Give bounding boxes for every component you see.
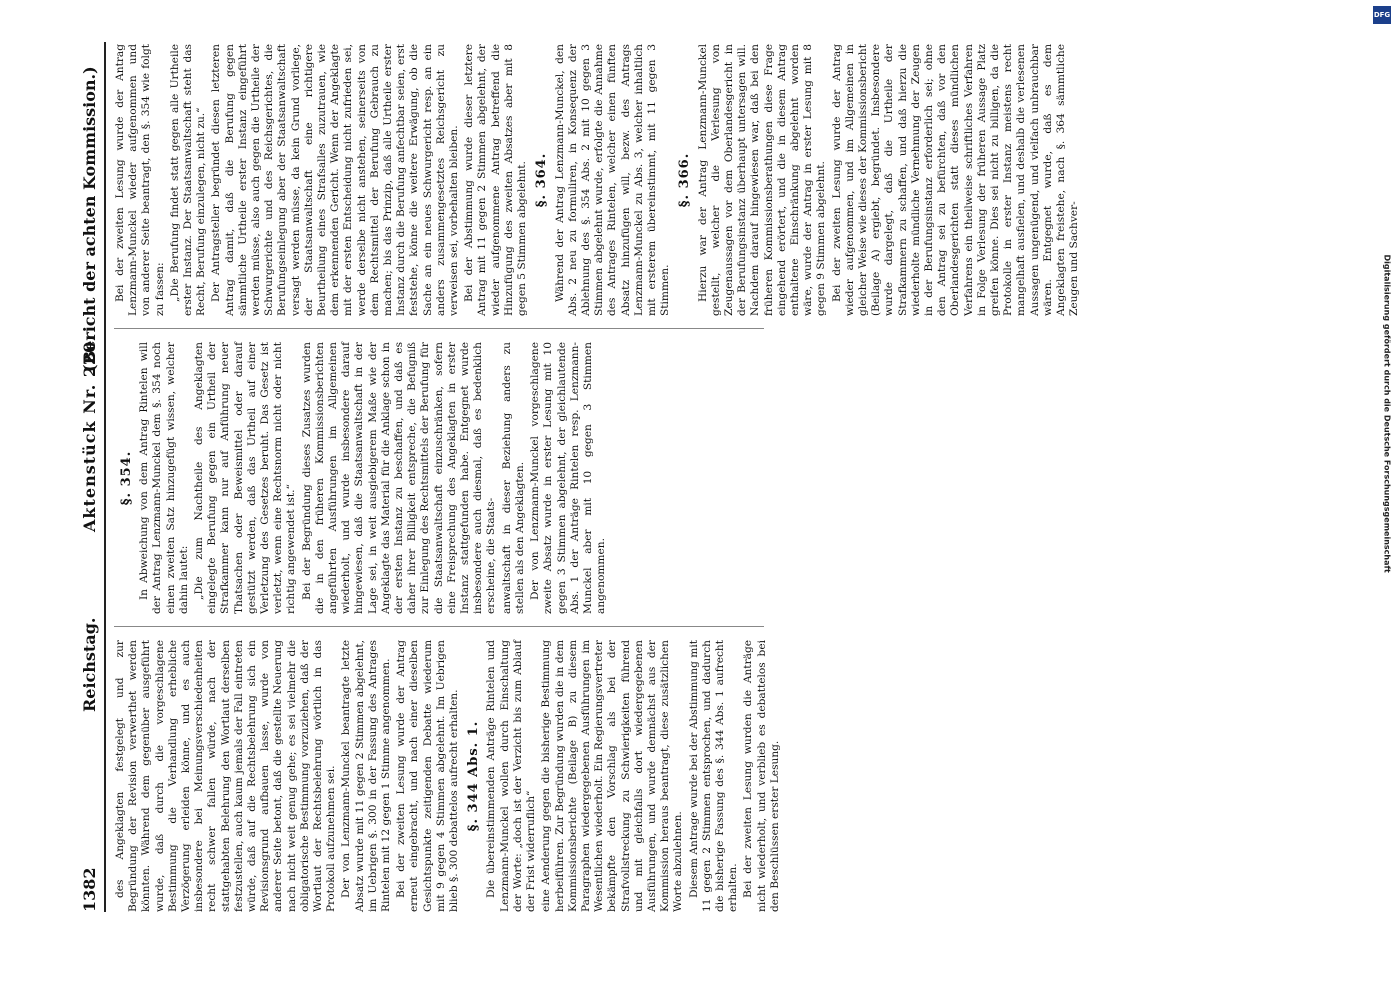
paragraph: Bei der zweiten Lesung wurde der Antrag wieder aufgenommen, und im Allgemeinen in gleicher Weise wie dieses der Kommissionsbericht (Beilage A) ergiebt, begründet. Insbesondere wurde dargelegt, daß die Urtheile der Strafkammern zu schaffen, und daß hierzu die wiederholte mündliche Vernehmung der Zeugen in der Berufungsinstanz erforderlich sei; ohne den Antrag sei zu befürchten, daß vor den Oberlandesgerichten statt dieses mündlichen Verfahrens ein theilweise schriftliches Verfahren in Folge Verlesung der früheren Aussage Platz greifen könne. Dies sei nicht zu billigen, da die Protokolle in erster Instanz meistens recht mangelhaft ausfielen, und deshalb die verlesenen Aussagen ungenügend, und vielfach unbrauchbar wären. Entgegnet wurde, daß es dem Angeklagten freistehe, nach §. 364 sämmtliche Zeugen und Sachver- [830, 44, 1081, 316]
header-left-title: Reichstag. [80, 617, 99, 712]
column-divider [114, 328, 764, 329]
paragraph: Der von Lenzmann-Munckel vorgeschlagene zweite Absatz wurde in erster Lesung mit 10 gegen 3 Stimmen abgelehnt, der gleichlautende Abs. 1 der Anträge Rintelen resp. Lenzmann-Munckel aber mit 10 gegen 3 Stimmen angenommen. [529, 342, 608, 614]
paragraph: anwaltschaft in dieser Beziehung anders zu stellen als den Angeklagten. [500, 342, 526, 614]
paragraph: Der von Lenzmann-Munckel beantragte letzte Absatz wurde mit 11 gegen 2 Stimmen abgelehnt, im Uebrigen §. 300 in der Fassung des Antrages Rintelen mit 12 gegen 1 Stimme angenommen. [340, 640, 393, 912]
column-divider [114, 626, 764, 627]
paragraph: Bei der zweiten Lesung wurde der Antrag erneut eingebracht, und nach einer dieselben Gesichtspunkte zeitigenden Debatte wiederum mit 9 gegen 4 Stimmen abgelehnt. Im Uebrigen blieb §. 300 debattelos aufrecht erhalten. [395, 640, 461, 912]
paragraph: des Angeklagten festgelegt und zur Begründung der Revision verwerthet werden könnten. Während dem gegenüber ausgeführt wurde, daß durch die vorgeschlagene Bestimmung die Verhandlung erhebliche Verzögerung erleiden könne, und es auch insbesondere bei Meinungsverschiedenheiten recht schwer fallen würde, nach der stattgehabten Belehrung den Wortlaut derselben festzustellen, auch kaum jemals der Fall eintreten würde, daß auf die Rechtsbelehrung sich ein Revisionsgrund aufbauen lasse, wurde von anderer Seite betont, daß die gestellte Neuerung nach nicht weit genug gehe; es sei vielmehr die obligatorische Bestimmung vorzuziehen, daß der Wortlaut der Rechtsbelehrung wörtlich in das Protokoll aufzunehmen sei. [114, 640, 338, 912]
paragraph: „Die Berufung findet statt gegen alle Urtheile erster Instanz. Der Staatsanwaltschaft steht das Recht, Berufung einzulegen, nicht zu.“ [168, 44, 208, 316]
section-heading: §. 354. [119, 450, 134, 506]
header-right-title: (Bericht der achten Kommission.) [80, 66, 99, 372]
paragraph: Der Antragsteller begründet diesen letzteren Antrag damit, daß die Berufung gegen sämmtliche Urtheile erster Instanz eingeführt werden müsse, also auch gegen die Urtheile der Schwurgerichte und des Reichsgerichtes, die Berufungseinlegung aber der Staatsanwaltschaft versagt werden müsse, da kein Grund vorliege, der Staatsanwaltschaft eine richtigere Beurtheilung eines Strafsalles zuzutrauen, wie dem erkennenden Gericht. Wenn der Angeklagte mit der ersten Entscheidung nicht zufrieden sei, werde derselbe nicht anstehen, seinerseits von dem Rechtsmittel der Berufung Gebrauch zu machen; bis das Prinzip, daß alle Urtheile erster Instanz durch die Berufung anfechtbar seien, erst feststehe, könne die weitere Erwägung, ob die Sache an ein neues Schwurgericht resp. an ein anders zusammengesetztes Reichsgericht zu verweisen sei, vorbehalten bleiben. [210, 44, 461, 316]
left-column [114, 640, 784, 912]
paragraph: In Abweichung von dem Antrag Rintelen will der Antrag Lenzmann-Munckel dem §. 354 noch einen zweiten Satz hinzugefügt wissen, welcher dahin lautet: [138, 342, 190, 614]
paragraph: Bei der zweiten Lesung wurde der Antrag Lenzmann-Munckel wieder aufgenommen und von anderer Seite beantragt, den §. 354 wie folgt zu fassen: [114, 44, 166, 316]
section-heading: §. 344 Abs. 1. [466, 720, 482, 832]
section-heading: §. 364. [534, 152, 550, 208]
paragraph: Bei der zweiten Lesung wurden die Anträge nicht wiederholt, und verblieb es debattelos bei den Beschlüssen erster Lesung. [742, 640, 781, 912]
paragraph: Während der Antrag Lenzmann-Munckel, den Abs. 2 neu zu formuliren, in Konsequenz der Ablehnung des §. 354 Abs. 2 mit 10 gegen 3 Stimmen abgelehnt wurde, erfolgte die Annahme des Antrages Rintelen, welcher einen fünften Absatz hinzufügen will, bezw. des Antrags Lenzmann-Munckel zu Abs. 3, welcher inhaltlich mit ersterem übereinstimmt, mit 11 gegen 3 Stimmen. [553, 44, 672, 316]
header-rule [104, 42, 106, 912]
paragraph: „Die zum Nachtheile des Angeklagten eingelegte Berufung gegen ein Urtheil der Strafkammer kann nur auf Anführung neuer Thatsachen oder Beweismittel oder darauf gestützt werden, daß das Urtheil auf einer Verletzung des Gesetzes beruht. Das Gesetz ist verletzt, wenn eine Rechtsnorm nicht oder nicht richtig angewendet ist.“ [193, 342, 298, 614]
page-header [78, 42, 106, 912]
paragraph: Bei der Begründung dieses Zusatzes wurden die in den früheren Kommissionsberichten angeführten Ausführungen im Allgemeinen wiederholt, und wurde insbesondere darauf hingewiesen, daß die Staatsanwaltschaft in der Lage sei, in weit ausgiebigerem Maße wie der Angeklagte das Material für die Anklage schon in der ersten Instanz zu beschaffen, und daß es daher ihrer Billigkeit entspreche, die Befugniß zur Einlegung des Rechtsmittels der Berufung für die Staatsanwaltschaft einzuschränken, sofern eine Freisprechung des Angeklagten in erster Instanz stattgefunden habe. Entgegnet wurde insbesondere auch diesmal, daß es bedenklich erscheine, die Staats- [300, 342, 498, 614]
paragraph: Die übereinstimmenden Anträge Rintelen und Lenzmann-Munckel wollen durch Einschaltung der Worte: „doch ist der Verzicht bis zum Ablauf der Frist widerruflich“ [485, 640, 538, 912]
header-mid-title: Aktenstück Nr. 220. [80, 334, 99, 532]
digitization-stamp [1369, 0, 1397, 1000]
paragraph: Hierzu war der Antrag Lenzmann-Munckel gestellt, welcher die Verlesung von Zeugenaussagen vor dem Oberlandesgericht in der Berufungsinstanz überhaupt untersagen will. Nachdem darauf hingewiesen war, daß bei den früheren Kommissionsberathungen diese Frage eingehend erörtert, und die in diesem Antrag enthaltene Einschränkung abgelehnt worden wäre, wurde der Antrag in erster Lesung mit 8 gegen 9 Stimmen abgelehnt. [696, 44, 828, 316]
middle-column [114, 342, 610, 614]
stamp-text: Digitalisierung gefördert durch die Deutsche Forschungsgemeinschaft [1382, 254, 1392, 573]
paragraph: eine Aenderung gegen die bisherige Bestimmung herbeiführen. Zur Begründung wurden die in dem Kommissionsberichte (Beilage B) zu diesem Paragraphen wiedergegebenen Ausführungen im Wesentlichen wiederholt. Ein Regierungsvertreter bekämpfte den Vorschlag als bei der Strafvollstreckung zu Schwierigkeiten führend und mit gleichfalls dort wiedergegebenen Ausführungen, und wurde demnächst aus der Kommission heraus beantragt, diese zusätzlichen Worte abzulehnen. [540, 640, 685, 912]
right-column [114, 44, 1083, 316]
paragraph: Diesem Antrage wurde bei der Abstimmung mit 11 gegen 2 Stimmen entsprochen, und dadurch die bisherige Fassung des §. 344 Abs. 1 aufrecht erhalten. [687, 640, 740, 912]
paragraph: Bei der Abstimmung wurde dieser letztere Antrag mit 11 gegen 2 Stimmen abgelehnt, der wieder aufgenommene Antrag betreffend die Hinzufügung des zweiten Absatzes aber mit 8 gegen 5 Stimmen abgelehnt. [463, 44, 529, 316]
page-number: 1382 [80, 867, 99, 912]
section-heading: §. 366. [677, 152, 693, 208]
dfg-logo: DFG [1373, 6, 1391, 24]
